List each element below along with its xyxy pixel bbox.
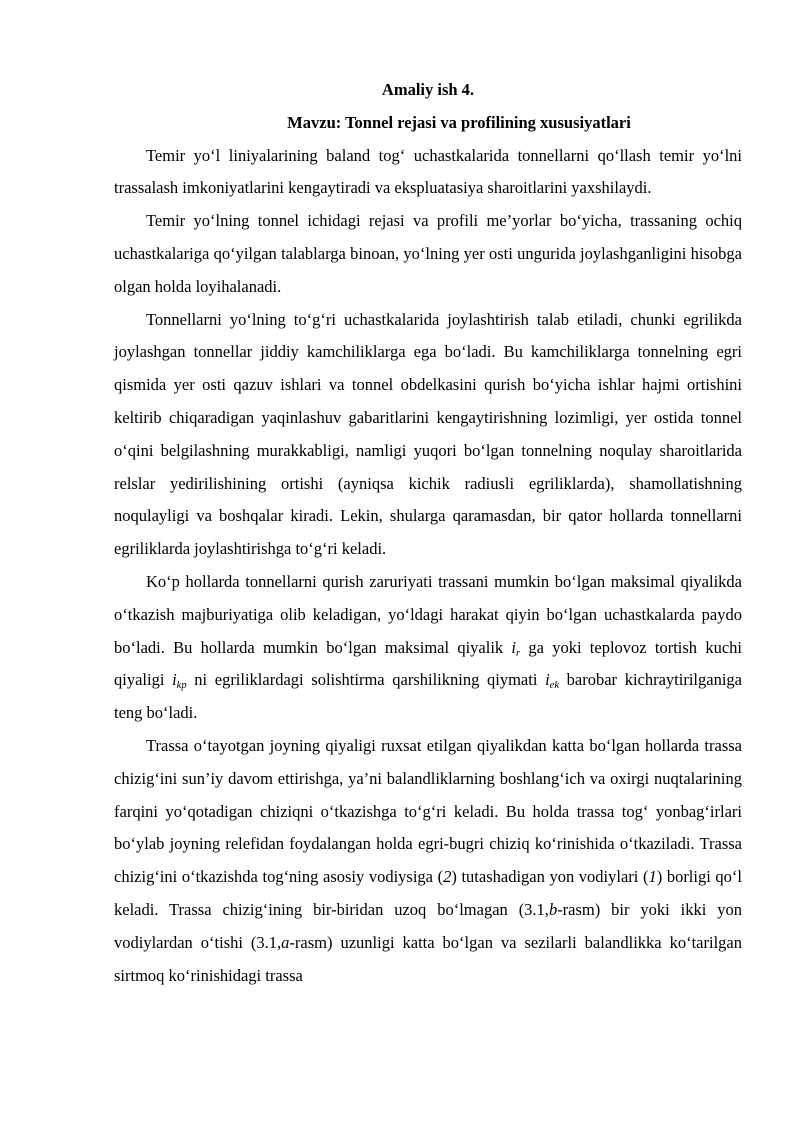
text-run: Ko‘p hollarda tonnellarni qurish zaruriyati trassani mumkin bo‘lgan maksimal qiyalikda o‘tkazish majburiyatiga olib keladigan, yo‘ldagi harakat qiyin bo‘lgan uchastkalarda paydo bo‘ladi. Bu hollarda mumkin bo‘lgan maksimal qiyalik	[114, 571, 742, 657]
text-run: ) borligi qo‘l keladi. Trassa chizig‘ining bir-biridan uzoq bo‘lmagan (3.1,	[114, 867, 742, 919]
text-run: barobar kichraytirilganiga teng bo‘ladi.	[114, 670, 742, 723]
symbol-i-kp: $i_{kp}$	[172, 670, 187, 692]
figure-ref-1: 1	[648, 867, 657, 887]
text-run: Trassa o‘tayotgan joyning qiyaligi ruxsat etilgan qiyalikdan katta bo‘lgan hollarda trassa chizig‘ini sun’iy davom ettirishga, ya’ni balandliklarning boshlang‘ich va oxirgi nuqtalarining farqini yo‘qotadigan chiziqni o‘tkazishga to‘g‘ri keladi. Bu holda trassa tog‘ yonbag‘irlari bo‘ylab joyning relefidan foydalangan holda egri-bugri chiziq ko‘rinishida o‘tkaziladi. Trassa chizig‘ini o‘tkazishda tog‘ning asosiy vodiysiga (	[114, 735, 742, 887]
paragraph-3: Tonnellarni yo‘lning to‘g‘ri uchastkalarida joylashtirish talab etiladi, chunki egrilikda joylashgan tonnellar jiddiy kamchiliklarga ega bo‘ladi. Bu kamchiliklarga tonnelning egri qismida yer osti qazuv ishlari va tonnel obdelkasini qurish bo‘yicha ishlar hajmi ortishini keltirib chiqaradigan yaqinlashuv gabaritlarini kengaytirishning lozimligi, yer ostida tonnel o‘qini belgilashning murakkabligi, namligi yuqori bo‘lgan tonnelning noqulay sharoitlarida relslar yedirilishining ortishi (ayniqsa kichik radiusli egriliklarda), shamollatishning noqulayligi va boshqalar kiradi. Lekin, shularga qaramasdan, bir qator hollarda tonnellarni egriliklarda joylashtirishga to‘g‘ri keladi.	[114, 309, 742, 559]
paragraph-2: Temir yo‘lning tonnel ichidagi rejasi va profili me’yorlar bo‘yicha, trassaning ochiq uchastkalariga qo‘yilgan talablarga binoan, yo‘lning yer osti ungurida joylashganligini hisobga olgan holda loyihalanadi.	[114, 211, 742, 296]
symbol-i-r: $i_r$	[511, 637, 521, 659]
text-run: ga yoki teplovoz tortish kuchi qiyaligi	[114, 637, 742, 690]
figure-ref-2: 2	[443, 867, 452, 887]
document-body	[114, 74, 742, 992]
text-run: -rasm) bir yoki ikki yon vodiylardan o‘tishi (3.1,	[114, 899, 742, 952]
text-run: ) tutashadigan yon vodiylari (	[451, 867, 649, 887]
paragraph-1: Temir yo‘l liniyalarining baland tog‘ uchastkalarida tonnellarni qo‘llash temir yo‘lni trassalash imkoniyatlarini kengaytiradi va ekspluatasiya sharoitlarini yaxshilaydi.	[114, 145, 742, 198]
figure-ref-b: b	[548, 899, 558, 919]
topic-title: Mavzu: Tonnel rejasi va profilining xususiyatlari	[287, 112, 631, 132]
text-run: ni egriliklardagi solishtirma qarshilikning qiymati	[186, 670, 546, 690]
symbol-i-ek: $i_{ek}$	[545, 670, 559, 692]
practical-work-heading: Amaliy ish 4.	[381, 80, 475, 99]
figure-ref-a: a	[281, 932, 290, 952]
paragraph-5	[114, 730, 742, 992]
text-run: -rasm) uzunligi katta bo‘lgan va sezilarli balandlikka ko‘tarilgan sirtmoq ko‘rinishidagi trassa	[114, 932, 742, 985]
paragraph-4	[114, 566, 742, 730]
